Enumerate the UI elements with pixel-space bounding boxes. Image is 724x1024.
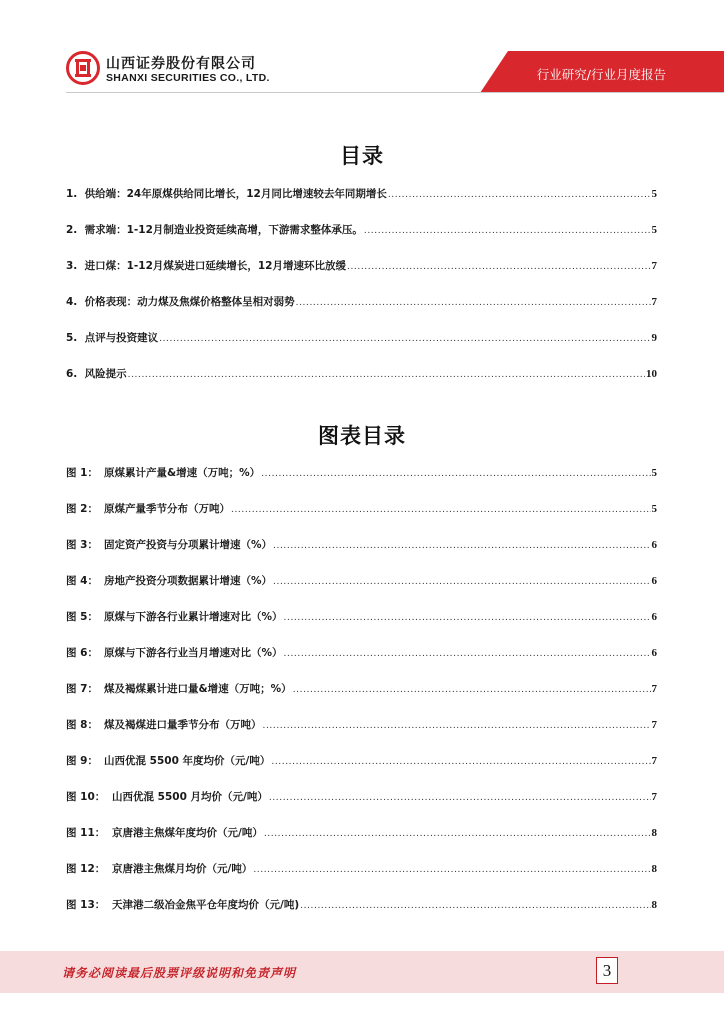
toc-item-page: 7 bbox=[651, 296, 657, 308]
figure-page: 6 bbox=[651, 611, 657, 623]
dot-leader bbox=[293, 685, 651, 695]
figure-number: 图 4： bbox=[66, 575, 98, 587]
figure-page: 6 bbox=[651, 575, 657, 587]
toc-item[interactable] bbox=[66, 330, 657, 344]
figure-label: 京唐港主焦煤年度均价（元/吨） bbox=[112, 827, 263, 839]
toc-item-label: 4. 价格表现：动力煤及焦煤价格整体呈相对弱势 bbox=[66, 296, 295, 308]
toc-item[interactable] bbox=[66, 222, 657, 236]
figure-number: 图 11： bbox=[66, 827, 106, 839]
figure-number: 图 3： bbox=[66, 539, 98, 551]
figure-page: 6 bbox=[651, 647, 657, 659]
dot-leader bbox=[284, 649, 651, 659]
figure-item[interactable] bbox=[66, 897, 657, 911]
figure-item[interactable] bbox=[66, 645, 657, 659]
dot-leader bbox=[273, 577, 650, 587]
figure-label: 房地产投资分项数据累计增速（%） bbox=[104, 575, 273, 587]
figure-page: 7 bbox=[651, 683, 657, 695]
dot-leader bbox=[261, 469, 650, 479]
figure-page: 7 bbox=[651, 755, 657, 767]
toc-item-label: 3. 进口煤：1-12月煤炭进口延续增长，12月增速环比放缓 bbox=[66, 260, 346, 272]
page-number: 3 bbox=[596, 957, 618, 984]
figure-number: 图 9： bbox=[66, 755, 98, 767]
figure-page: 8 bbox=[651, 863, 657, 875]
figure-label: 山西优混 5500 年度均价（元/吨） bbox=[104, 755, 271, 767]
dot-leader bbox=[269, 793, 651, 803]
figure-label: 煤及褐煤累计进口量&增速（万吨；%） bbox=[104, 683, 292, 695]
company-name-en: SHANXI SECURITIES CO., LTD. bbox=[106, 72, 270, 84]
figure-number: 图 5： bbox=[66, 611, 98, 623]
figure-item[interactable] bbox=[66, 573, 657, 587]
dot-leader bbox=[231, 505, 651, 515]
dot-leader bbox=[128, 370, 645, 380]
figure-item[interactable] bbox=[66, 501, 657, 515]
figure-item[interactable] bbox=[66, 681, 657, 695]
figure-number: 图 2： bbox=[66, 503, 98, 515]
figure-page: 8 bbox=[651, 827, 657, 839]
dot-leader bbox=[300, 901, 650, 911]
figure-number: 图 7： bbox=[66, 683, 98, 695]
figure-label: 山西优混 5500 月均价（元/吨） bbox=[112, 791, 268, 803]
figure-number: 图 8： bbox=[66, 719, 98, 731]
dot-leader bbox=[284, 613, 651, 623]
figure-label: 原煤产量季节分布（万吨） bbox=[104, 503, 230, 515]
toc-item-page: 7 bbox=[651, 260, 657, 272]
toc-item-label: 5. 点评与投资建议 bbox=[66, 332, 159, 344]
figure-label: 京唐港主焦煤月均价（元/吨） bbox=[112, 863, 253, 875]
toc-item-page: 5 bbox=[651, 224, 657, 236]
toc-item[interactable] bbox=[66, 366, 657, 380]
figure-page: 6 bbox=[651, 539, 657, 551]
figure-item[interactable] bbox=[66, 717, 657, 731]
report-type: 行业研究/行业月度报告 bbox=[536, 67, 666, 82]
figure-page: 7 bbox=[651, 719, 657, 731]
figure-number: 图 10： bbox=[66, 791, 106, 803]
figure-item[interactable] bbox=[66, 609, 657, 623]
toc-item-label: 1. 供给端：24年原煤供给同比增长，12月同比增速较去年同期增长 bbox=[66, 188, 387, 200]
dot-leader bbox=[271, 757, 650, 767]
figure-number: 图 13： bbox=[66, 899, 106, 911]
figure-number: 图 6： bbox=[66, 647, 98, 659]
figure-item[interactable] bbox=[66, 465, 657, 479]
shanxi-securities-logo-icon bbox=[66, 51, 100, 85]
dot-leader bbox=[296, 298, 651, 308]
dot-leader bbox=[364, 226, 651, 236]
figure-label: 原煤与下游各行业累计增速对比（%） bbox=[104, 611, 283, 623]
figure-page: 5 bbox=[651, 467, 657, 479]
figure-item[interactable] bbox=[66, 537, 657, 551]
figure-label: 原煤与下游各行业当月增速对比（%） bbox=[104, 647, 283, 659]
figure-page: 5 bbox=[651, 503, 657, 515]
dot-leader bbox=[347, 262, 651, 272]
figure-label: 天津港二级冶金焦平仓年度均价（元/吨) bbox=[112, 899, 300, 911]
figure-page: 8 bbox=[651, 899, 657, 911]
toc-item-page: 10 bbox=[646, 368, 657, 380]
dot-leader bbox=[388, 190, 651, 200]
dot-leader bbox=[253, 865, 650, 875]
figure-page: 7 bbox=[651, 791, 657, 803]
footer-disclaimer: 请务必阅读最后股票评级说明和免责声明 bbox=[62, 966, 297, 980]
figure-label: 原煤累计产量&增速（万吨；%） bbox=[104, 467, 261, 479]
toc-item-page: 9 bbox=[651, 332, 657, 344]
figure-item[interactable] bbox=[66, 861, 657, 875]
toc-item[interactable] bbox=[66, 186, 657, 200]
toc-item-label: 6. 风险提示 bbox=[66, 368, 127, 380]
figure-number: 图 12： bbox=[66, 863, 106, 875]
dot-leader bbox=[263, 721, 651, 731]
toc-item-page: 5 bbox=[651, 188, 657, 200]
header-divider bbox=[66, 92, 724, 93]
page-header bbox=[0, 0, 724, 100]
figure-label: 煤及褐煤进口量季节分布（万吨） bbox=[104, 719, 262, 731]
toc-title: 目录 bbox=[340, 144, 384, 168]
figure-item[interactable] bbox=[66, 753, 657, 767]
dot-leader bbox=[273, 541, 650, 551]
figure-item[interactable] bbox=[66, 825, 657, 839]
figure-number: 图 1： bbox=[66, 467, 98, 479]
figure-item[interactable] bbox=[66, 789, 657, 803]
toc-item[interactable] bbox=[66, 294, 657, 308]
toc-item[interactable] bbox=[66, 258, 657, 272]
figure-label: 固定资产投资与分项累计增速（%） bbox=[104, 539, 273, 551]
figures-title: 图表目录 bbox=[318, 424, 406, 448]
dot-leader bbox=[264, 829, 651, 839]
dot-leader bbox=[159, 334, 650, 344]
company-name-cn: 山西证券股份有限公司 bbox=[106, 56, 256, 72]
toc-item-label: 2. 需求端：1-12月制造业投资延续高增，下游需求整体承压。 bbox=[66, 224, 363, 236]
